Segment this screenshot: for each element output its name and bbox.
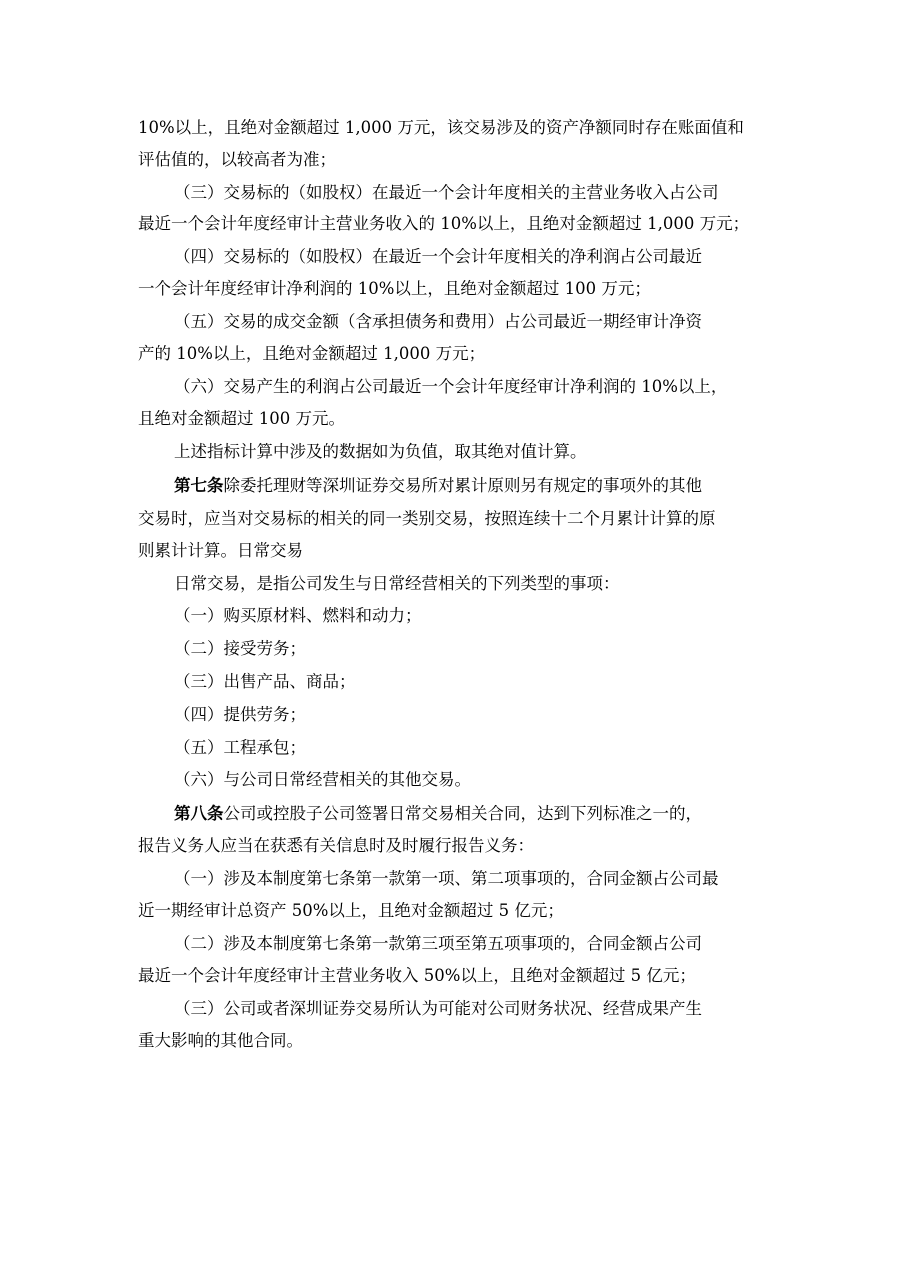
paragraph-line: （一）涉及本制度第七条第一款第一项、第二项事项的，合同金额占公司最 [174, 869, 719, 888]
paragraph-line: 一个会计年度经审计净利润的 10%以上，且绝对金额超过 100 万元； [138, 279, 651, 298]
paragraph-line: 交易时，应当对交易标的相关的同一类别交易，按照连续十二个月累计计算的原 [138, 509, 716, 528]
list-item: （五）工程承包； [174, 738, 306, 757]
paragraph-line: 最近一个会计年度经审计主营业务收入 50%以上，且绝对金额超过 5 亿元； [138, 966, 696, 985]
paragraph-line: 日常交易，是指公司发生与日常经营相关的下列类型的事项： [174, 574, 620, 593]
article-eight-line [174, 803, 702, 825]
paragraph-line: 最近一个会计年度经审计主营业务收入的 10%以上，且绝对金额超过 1,000 万元； [138, 214, 750, 233]
paragraph-line: （四）交易标的（如股权）在最近一个会计年度相关的净利润占公司最近 [174, 247, 702, 266]
paragraph-line: （六）交易产生的利润占公司最近一个会计年度经审计净利润的 10%以上， [174, 377, 728, 396]
list-item: （六）与公司日常经营相关的其他交易。 [174, 770, 471, 789]
list-item: （三）出售产品、商品； [174, 672, 356, 691]
paragraph-line: 重大影响的其他合同。 [138, 1031, 303, 1050]
paragraph-line: 且绝对金额超过 100 万元。 [138, 409, 345, 428]
paragraph-line: 评估值的，以较高者为准； [138, 150, 336, 169]
article-eight-text: 公司或控股子公司签署日常交易相关合同，达到下列标准之一的， [223, 804, 702, 823]
article-eight-heading: 第八条 [174, 804, 224, 823]
paragraph-line: 10%以上，且绝对金额超过 1,000 万元，该交易涉及的资产净额同时存在账面值和 [138, 118, 744, 137]
article-seven-heading: 第七条 [174, 476, 224, 495]
article-seven-text: 除委托理财等深圳证券交易所对累计原则另有规定的事项外的其他 [223, 476, 702, 495]
paragraph-line: 则累计计算。日常交易 [138, 541, 303, 560]
paragraph-line: （三）交易标的（如股权）在最近一个会计年度相关的主营业务收入占公司 [174, 183, 719, 202]
paragraph-line: 上述指标计算中涉及的数据如为负值，取其绝对值计算。 [174, 442, 587, 461]
list-item: （二）接受劳务； [174, 639, 306, 658]
list-item: （一）购买原材料、燃料和动力； [174, 606, 422, 625]
paragraph-line: （二）涉及本制度第七条第一款第三项至第五项事项的，合同金额占公司 [174, 934, 702, 953]
list-item: （四）提供劳务； [174, 705, 306, 724]
paragraph-line: （五）交易的成交金额（含承担债务和费用）占公司最近一期经审计净资 [174, 312, 702, 331]
paragraph-line: （三）公司或者深圳证券交易所认为可能对公司财务状况、经营成果产生 [174, 999, 702, 1018]
paragraph-line: 产的 10%以上，且绝对金额超过 1,000 万元； [138, 344, 486, 363]
paragraph-line: 报告义务人应当在获悉有关信息时及时履行报告义务： [138, 836, 534, 855]
paragraph-line: 近一期经审计总资产 50%以上，且绝对金额超过 5 亿元； [138, 901, 564, 920]
article-seven-line [174, 475, 702, 497]
